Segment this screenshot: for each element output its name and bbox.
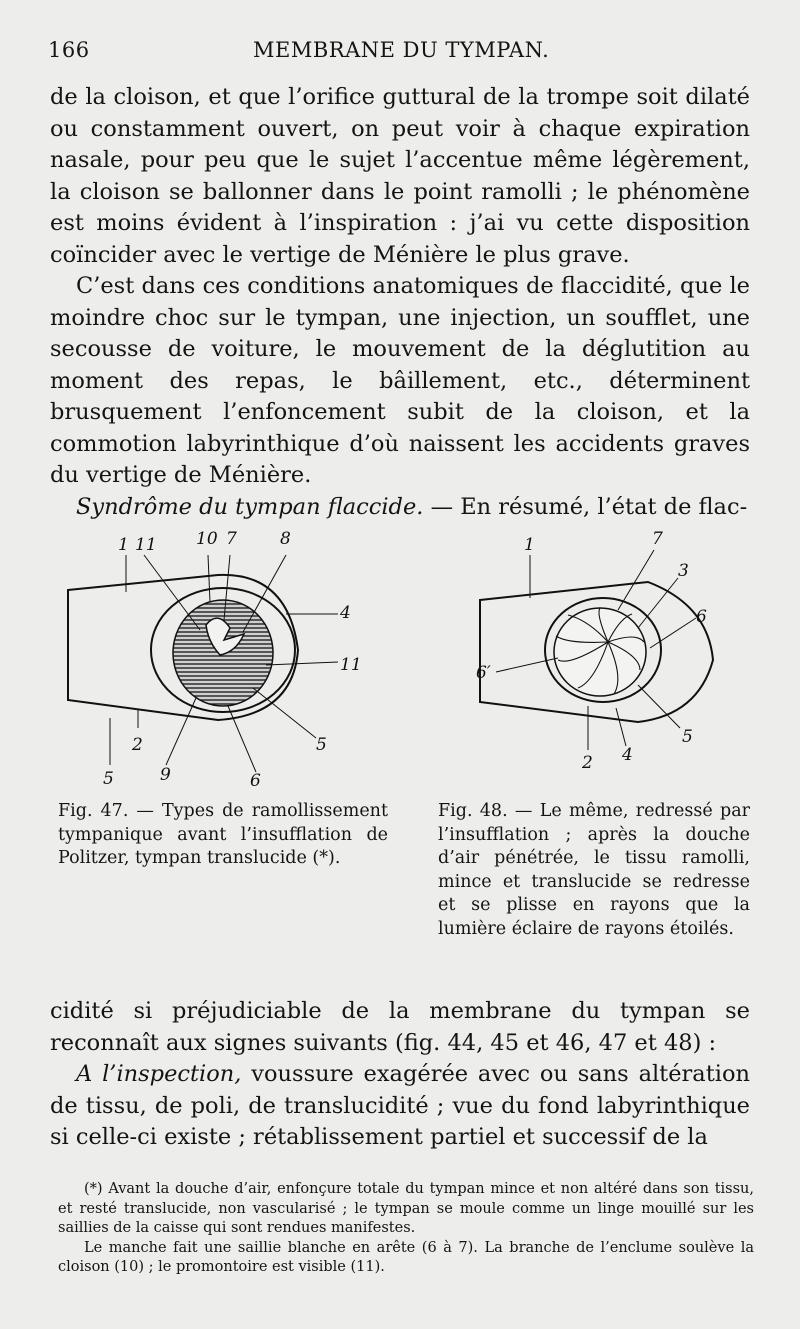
- fig48-label-3: 3: [678, 561, 689, 581]
- fig48-label-6: 6: [696, 607, 707, 627]
- footnote-2: Le manche fait une saillie blanche en arête (6 à 7). La branche de l’enclume soulève la cloison (10) ; le promontoire est visible (11).: [58, 1239, 754, 1275]
- running-title: MEMBRANE DU TYMPAN.: [253, 38, 550, 62]
- fig47-label-4: 4: [340, 603, 351, 623]
- footnote-1: (*) Avant la douche d’air, enfonçure totale du tympan mince et non altéré dans son tissu, et resté translucide, non vascularisé ; le tympan se moule comme un linge mouillé sur les saillies de la caisse qui sont rendues manifestes.: [58, 1181, 754, 1236]
- caption-fig-47: Fig. 47. — Types de ramollissement tympanique avant l’insufflation de Politzer, tympan translucide (*).: [58, 801, 388, 868]
- fig47-label-9: 9: [160, 765, 171, 785]
- fig48-label-6-prime: 6′: [476, 663, 491, 683]
- fig48-label-7: 7: [652, 529, 663, 549]
- paragraph-1: de la cloison, et que l’orifice guttural de la trompe soit dilaté ou constamment ouvert, on peut voir à chaque expiration nasale, pour peu que le sujet l’accentue même légèrement, la cloison se ballonner dans le point ramolli ; le phénomène est moins évident à l’inspiration : j’ai vu cette disposition coïncider avec le vertige de Ménière le plus grave.: [50, 84, 750, 268]
- fig48-label-4: 4: [622, 745, 633, 765]
- page-number: 166: [48, 38, 90, 62]
- fig48-label-1: 1: [524, 535, 535, 555]
- fig47-label-5-left: 5: [103, 769, 114, 789]
- fig48-label-2: 2: [582, 753, 593, 773]
- fig47-label-10: 10: [196, 529, 218, 549]
- fig47-label-8: 8: [280, 529, 291, 549]
- caption-fig-48: Fig. 48. — Le même, redressé par l’insufflation ; après la douche d’air pénétrée, le tissu ramolli, mince et translucide se redresse et se plisse en rayons que la lumière éclaire de rayons étoilés.: [438, 801, 750, 939]
- paragraph-5-text: voussure exagérée avec ou sans altération de tissu, de poli, de translucidité ; vue du fond labyrinthique si celle-ci existe ; rétablissement partiel et successif de la: [50, 1061, 750, 1150]
- figures-area: [48, 510, 758, 790]
- figure-48: [476, 529, 713, 773]
- fig47-label-11-top: 11: [135, 535, 157, 555]
- fig47-label-5-right: 5: [316, 735, 327, 755]
- footnotes: [58, 1180, 754, 1278]
- paragraph-4: cidité si préjudiciable de la membrane du tympan se reconnaît aux signes suivants (fig. 44, 45 et 46, 47 et 48) :: [50, 998, 750, 1056]
- syndrome-heading: Syndrôme du tympan flaccide.: [76, 493, 424, 520]
- figure-illustrations: [48, 510, 758, 795]
- fig48-label-5: 5: [682, 727, 693, 747]
- paragraph-3-text: — En résumé, l’état de flac-: [423, 493, 748, 520]
- body-text-top: [50, 82, 750, 523]
- fig47-label-7: 7: [226, 529, 237, 549]
- paragraph-2: C’est dans ces conditions anatomiques de flaccidité, que le moindre choc sur le tympan, une injection, un soufflet, une secousse de voiture, le mouvement de la déglutition au moment des repas, le bâillement, etc., déterminent brusquement l’enfoncement subit de la cloison, et la commotion labyrinthique d’où naissent les accidents graves du vertige de Ménière.: [50, 273, 750, 488]
- page-header: [48, 38, 748, 68]
- fig47-label-1: 1: [118, 535, 129, 555]
- body-text-bottom: [50, 996, 750, 1154]
- paragraph-5: [50, 1059, 750, 1154]
- figure-47: [68, 529, 362, 791]
- inspection-heading: A l’inspection,: [76, 1061, 242, 1087]
- fig47-label-6: 6: [250, 771, 261, 791]
- fig47-label-11-right: 11: [340, 655, 362, 675]
- fig47-label-2: 2: [132, 735, 143, 755]
